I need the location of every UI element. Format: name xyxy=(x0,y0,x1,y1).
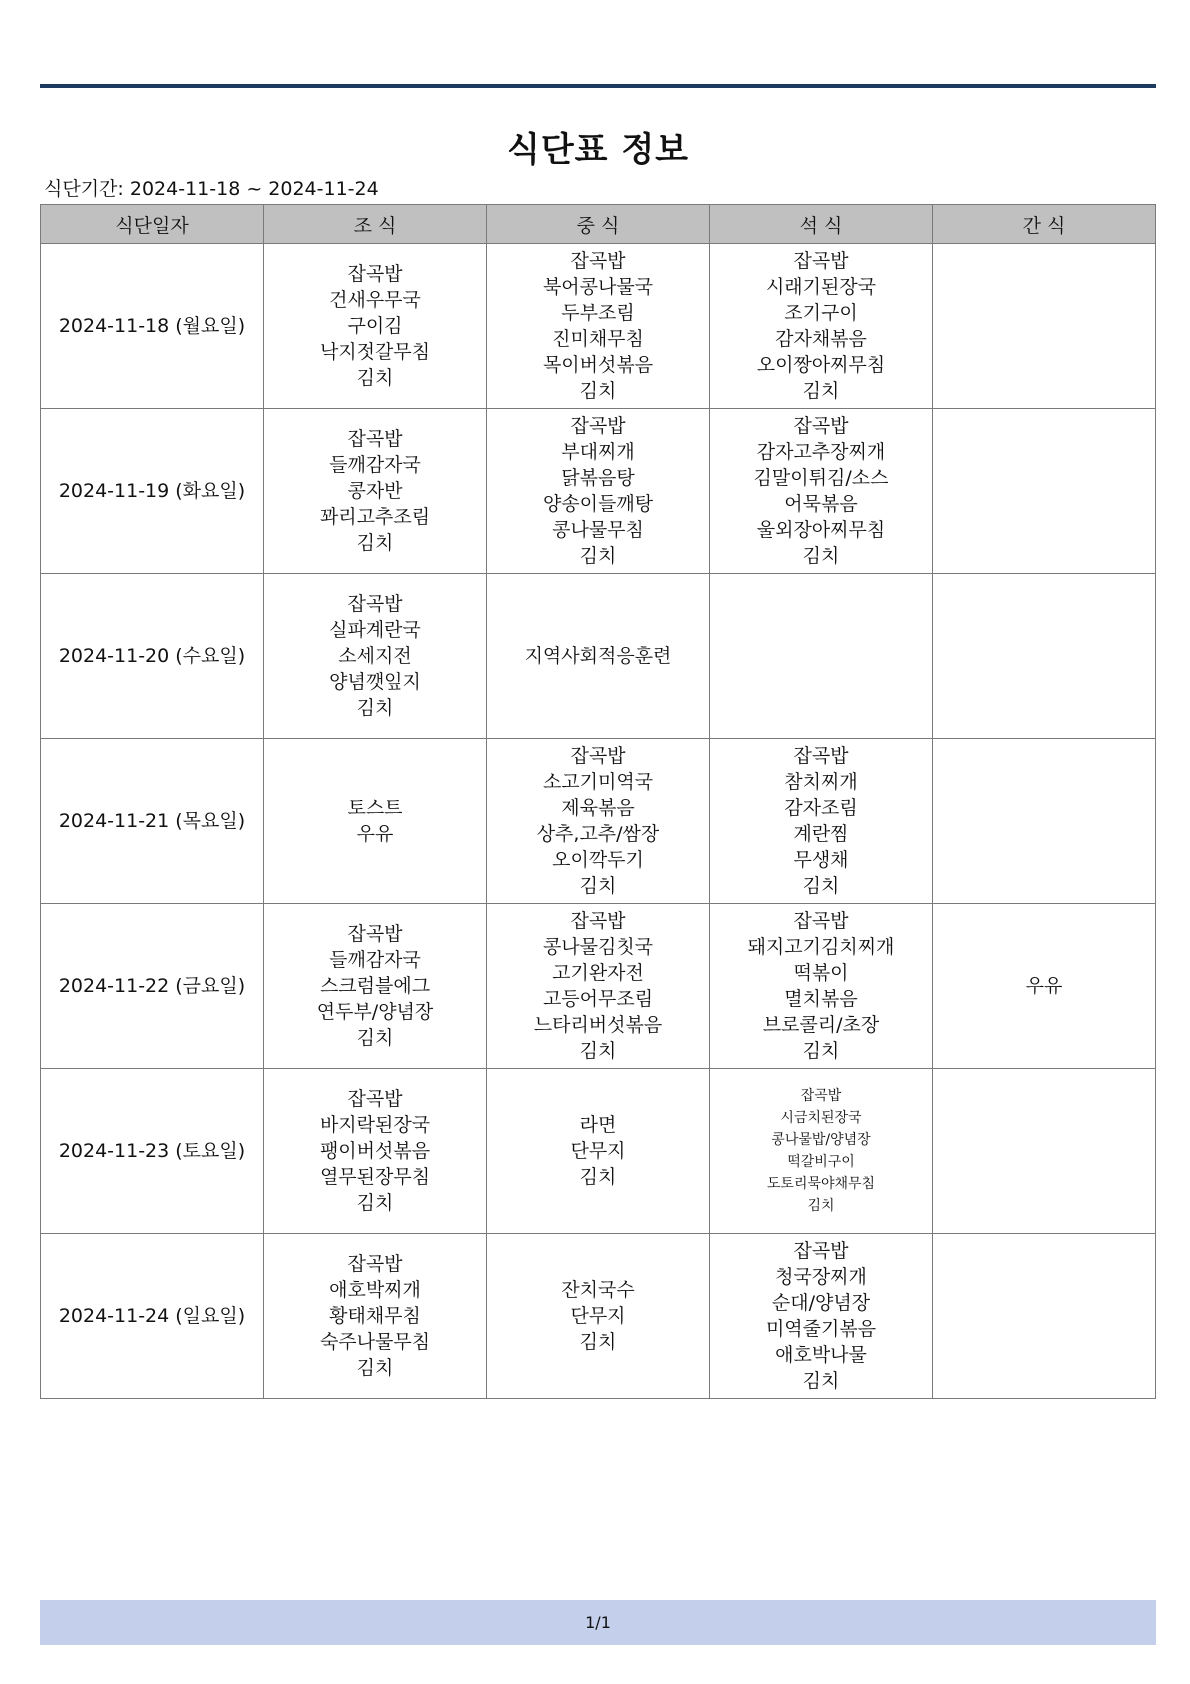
menu-item: 울외장아찌무침 xyxy=(756,519,886,541)
snack-cell xyxy=(933,574,1156,739)
menu-item: 김치 xyxy=(807,1198,835,1214)
menu-item: 바지락된장국 xyxy=(319,1114,431,1136)
lunch-cell xyxy=(487,1234,710,1399)
menu-item: 김치 xyxy=(356,532,394,554)
meal-date: 2024-11-22 (금요일) xyxy=(41,904,264,1069)
menu-item: 소고기미역국 xyxy=(542,771,654,793)
page-number: 1/1 xyxy=(585,1613,611,1632)
header-snack: 간 식 xyxy=(933,205,1156,244)
menu-item: 잡곡밥 xyxy=(570,415,626,437)
menu-item: 실파계란국 xyxy=(329,619,421,641)
menu-item: 잡곡밥 xyxy=(347,593,403,615)
header-date: 식단일자 xyxy=(41,205,264,244)
table-body xyxy=(41,244,1156,1399)
menu-item: 잡곡밥 xyxy=(793,1240,849,1262)
menu-item: 조기구이 xyxy=(784,302,858,324)
menu-item: 김치 xyxy=(356,1357,394,1379)
menu-item: 닭볶음탕 xyxy=(561,467,635,489)
menu-item: 낙지젓갈무침 xyxy=(319,341,431,363)
meal-date: 2024-11-20 (수요일) xyxy=(41,574,264,739)
menu-item: 콩나물밥/양념장 xyxy=(771,1132,871,1148)
menu-item: 스크럼블에그 xyxy=(319,975,431,997)
table-row xyxy=(41,409,1156,574)
snack-cell xyxy=(933,1234,1156,1399)
breakfast-cell xyxy=(264,904,487,1069)
header-dinner: 석 식 xyxy=(710,205,933,244)
menu-item: 잡곡밥 xyxy=(793,910,849,932)
menu-item: 돼지고기김치찌개 xyxy=(747,936,895,958)
menu-item: 진미채무침 xyxy=(552,328,644,350)
menu-item: 양념깻잎지 xyxy=(329,671,421,693)
menu-item: 브로콜리/초장 xyxy=(762,1014,880,1036)
menu-item: 잡곡밥 xyxy=(570,910,626,932)
menu-item: 청국장찌개 xyxy=(775,1266,867,1288)
dinner-cell xyxy=(710,739,933,904)
menu-item: 김치 xyxy=(579,875,617,897)
menu-item: 부대찌개 xyxy=(561,441,635,463)
menu-item: 구이김 xyxy=(347,315,403,337)
menu-item: 라면 xyxy=(579,1114,617,1136)
menu-item: 북어콩나물국 xyxy=(542,276,654,298)
menu-item: 김치 xyxy=(802,875,840,897)
menu-item: 감자조림 xyxy=(784,797,858,819)
menu-item: 잡곡밥 xyxy=(800,1088,842,1104)
menu-item: 잡곡밥 xyxy=(793,415,849,437)
table-row xyxy=(41,739,1156,904)
menu-item: 들깨감자국 xyxy=(329,454,421,476)
menu-item: 콩나물무침 xyxy=(552,519,644,541)
menu-item: 우유 xyxy=(1025,975,1063,997)
breakfast-cell xyxy=(264,739,487,904)
menu-item: 순대/양념장 xyxy=(771,1292,871,1314)
menu-item: 열무된장무침 xyxy=(319,1166,431,1188)
snack-cell xyxy=(933,409,1156,574)
breakfast-cell xyxy=(264,1069,487,1234)
menu-item: 떡볶이 xyxy=(793,962,849,984)
menu-item: 참치찌개 xyxy=(784,771,858,793)
menu-item: 김치 xyxy=(802,1040,840,1062)
menu-item: 건새우무국 xyxy=(329,289,421,311)
header-lunch: 중 식 xyxy=(487,205,710,244)
menu-item: 단무지 xyxy=(570,1305,626,1327)
menu-item: 콩자반 xyxy=(347,480,403,502)
menu-item: 김치 xyxy=(579,380,617,402)
menu-item: 잡곡밥 xyxy=(347,923,403,945)
menu-item: 고등어무조림 xyxy=(542,988,654,1010)
menu-item: 김치 xyxy=(579,545,617,567)
snack-cell xyxy=(933,904,1156,1069)
menu-item: 목이버섯볶음 xyxy=(542,354,654,376)
lunch-cell xyxy=(487,574,710,739)
menu-item: 상추,고추/쌈장 xyxy=(536,823,660,845)
menu-item: 오이깍두기 xyxy=(552,849,644,871)
meal-date: 2024-11-24 (일요일) xyxy=(41,1234,264,1399)
page-footer xyxy=(40,1600,1156,1645)
menu-item: 시래기된장국 xyxy=(765,276,877,298)
dinner-cell xyxy=(710,1234,933,1399)
menu-item: 잡곡밥 xyxy=(570,745,626,767)
lunch-cell xyxy=(487,739,710,904)
menu-item: 꽈리고추조림 xyxy=(319,506,431,528)
menu-item: 잡곡밥 xyxy=(570,250,626,272)
meal-date: 2024-11-19 (화요일) xyxy=(41,409,264,574)
menu-item: 감자고추장찌개 xyxy=(756,441,886,463)
menu-item: 멸치볶음 xyxy=(784,988,858,1010)
menu-item: 오이짱아찌무침 xyxy=(756,354,886,376)
breakfast-cell xyxy=(264,1234,487,1399)
menu-item: 잡곡밥 xyxy=(347,1253,403,1275)
top-rule xyxy=(40,84,1156,88)
lunch-cell xyxy=(487,409,710,574)
meal-date: 2024-11-21 (목요일) xyxy=(41,739,264,904)
snack-cell xyxy=(933,1069,1156,1234)
breakfast-cell xyxy=(264,574,487,739)
menu-item: 고기완자전 xyxy=(552,962,644,984)
menu-item: 숙주나물무침 xyxy=(319,1331,431,1353)
lunch-cell xyxy=(487,1069,710,1234)
table-row xyxy=(41,244,1156,409)
menu-item: 김치 xyxy=(802,1370,840,1392)
breakfast-cell xyxy=(264,409,487,574)
snack-cell xyxy=(933,244,1156,409)
table-row xyxy=(41,1234,1156,1399)
menu-item: 도토리묵야채무침 xyxy=(766,1176,876,1192)
menu-item: 김치 xyxy=(356,697,394,719)
menu-item: 잡곡밥 xyxy=(793,745,849,767)
page-title: 식단표 정보 xyxy=(506,130,690,170)
dinner-cell xyxy=(710,904,933,1069)
table-header-row xyxy=(41,205,1156,244)
menu-item: 김치 xyxy=(579,1331,617,1353)
menu-item: 잡곡밥 xyxy=(793,250,849,272)
menu-item: 제육볶음 xyxy=(561,797,635,819)
menu-item: 무생채 xyxy=(793,849,849,871)
menu-item: 김치 xyxy=(802,545,840,567)
dinner-cell xyxy=(710,409,933,574)
lunch-cell xyxy=(487,244,710,409)
meal-date: 2024-11-18 (월요일) xyxy=(41,244,264,409)
menu-item: 김치 xyxy=(579,1040,617,1062)
menu-item: 떡갈비구이 xyxy=(787,1154,855,1170)
snack-cell xyxy=(933,739,1156,904)
menu-item: 소세지전 xyxy=(338,645,412,667)
breakfast-cell xyxy=(264,244,487,409)
menu-item: 시금치된장국 xyxy=(780,1110,862,1126)
menu-item: 잔치국수 xyxy=(561,1279,635,1301)
meal-date: 2024-11-23 (토요일) xyxy=(41,1069,264,1234)
menu-item: 우유 xyxy=(356,823,394,845)
menu-item: 단무지 xyxy=(570,1140,626,1162)
table-row xyxy=(41,1069,1156,1234)
dinner-cell xyxy=(710,574,933,739)
lunch-cell xyxy=(487,904,710,1069)
menu-item: 계란찜 xyxy=(793,823,849,845)
menu-item: 지역사회적응훈련 xyxy=(524,645,672,667)
menu-item: 황태채무침 xyxy=(329,1305,421,1327)
menu-item: 두부조림 xyxy=(561,302,635,324)
menu-item: 토스트 xyxy=(347,797,403,819)
menu-item: 잡곡밥 xyxy=(347,263,403,285)
menu-item: 감자채볶음 xyxy=(775,328,867,350)
menu-period: 식단기간: 2024-11-18 ~ 2024-11-24 xyxy=(44,178,379,200)
dinner-cell xyxy=(710,1069,933,1234)
menu-item: 들깨감자국 xyxy=(329,949,421,971)
table-row xyxy=(41,574,1156,739)
menu-item: 잡곡밥 xyxy=(347,428,403,450)
menu-item: 어묵볶음 xyxy=(784,493,858,515)
menu-item: 김치 xyxy=(579,1166,617,1188)
menu-item: 미역줄기볶음 xyxy=(765,1318,877,1340)
header-breakfast: 조 식 xyxy=(264,205,487,244)
menu-item: 팽이버섯볶음 xyxy=(319,1140,431,1162)
menu-item: 김치 xyxy=(802,380,840,402)
dinner-cell xyxy=(710,244,933,409)
menu-item: 김치 xyxy=(356,1192,394,1214)
menu-item: 김치 xyxy=(356,367,394,389)
menu-item: 애호박나물 xyxy=(775,1344,867,1366)
table-row xyxy=(41,904,1156,1069)
menu-item: 양송이들깨탕 xyxy=(542,493,654,515)
menu-item: 잡곡밥 xyxy=(347,1088,403,1110)
meal-table xyxy=(40,204,1156,1399)
menu-item: 느타리버섯볶음 xyxy=(533,1014,663,1036)
menu-item: 콩나물김칫국 xyxy=(542,936,654,958)
menu-item: 애호박찌개 xyxy=(329,1279,421,1301)
menu-item: 김치 xyxy=(356,1027,394,1049)
menu-item: 연두부/양념장 xyxy=(316,1001,434,1023)
menu-item: 김말이튀김/소스 xyxy=(753,467,889,489)
